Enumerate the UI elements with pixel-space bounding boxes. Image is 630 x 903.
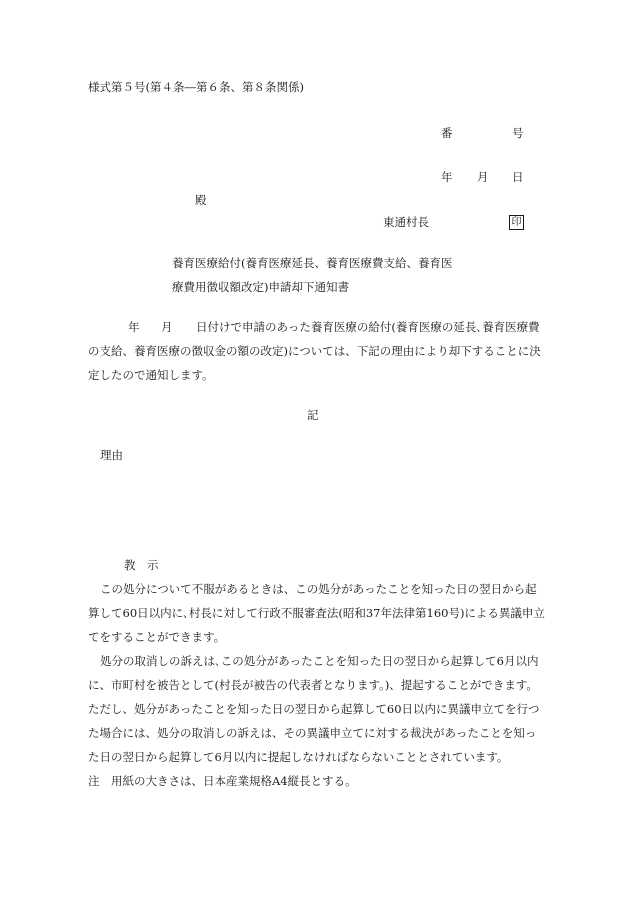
date-year-label: 年 [441,170,453,184]
addressee-suffix: 殿 [195,193,207,207]
notice-line-4: 処分の取消しの訴えは､この処分があったことを知った日の翌日から起算して6月以内 [100,654,539,668]
number-label-ban: 番 [441,126,453,140]
notice-line-7: た場合には、処分の取消しの訴えは、その異議申立てに対する裁決があったことを知っ [88,726,537,740]
notice-line-8: た日の翌日から起算して6月以内に提起しなければならないこととされています。 [88,750,509,764]
number-label-go: 号 [512,126,524,140]
date-month-label: 月 [477,170,489,184]
notice-line-3: てをすることができます。 [88,630,226,644]
notice-line-6: ただし、処分があったことを知った日の翌日から起算して60日以内に異議申立てを行つ [88,702,540,716]
notice-line-2: 算して60日以内に､村長に対して行政不服審査法(昭和37年法律第160号)による異議申立 [88,606,545,620]
ki-heading: 記 [307,408,319,422]
body-line-2: の支給、養育医療の徴収金の額の改定)については、下記の理由により却下することに決 [88,344,541,358]
date-day-label: 日 [512,170,524,184]
issuer-name: 東通村長 [383,215,429,229]
seal-mark [509,215,524,230]
notice-heading: 教 示 [124,558,159,572]
body-line-3: 定したので通知します。 [88,368,214,382]
document-title-line-2: 療費用徴収額改定)申請却下通知書 [172,280,349,294]
notice-line-5: に、市町村を被告として(村長が被告の代表者となります。)、提起することができます。 [88,678,538,692]
body-date-year: 年 [128,320,140,334]
notice-line-1: この処分について不服があるときは、この処分があったことを知った日の翌日から起 [100,582,537,596]
body-date-month: 月 [161,320,173,334]
form-header: 様式第５号(第４条―第６条、第８条関係) [88,80,304,94]
footnote: 注 用紙の大きさは、日本産業規格A4縦長とする。 [88,774,357,788]
body-line-1: 日付けで申請のあった養育医療の給付(養育医療の延長､養育医療費 [196,320,540,334]
seal-icon: 印 [509,215,524,230]
document-title-line-1: 養育医療給付(養育医療延長、養育医療費支給、養育医 [172,256,453,270]
reason-label: 理由 [100,448,123,462]
